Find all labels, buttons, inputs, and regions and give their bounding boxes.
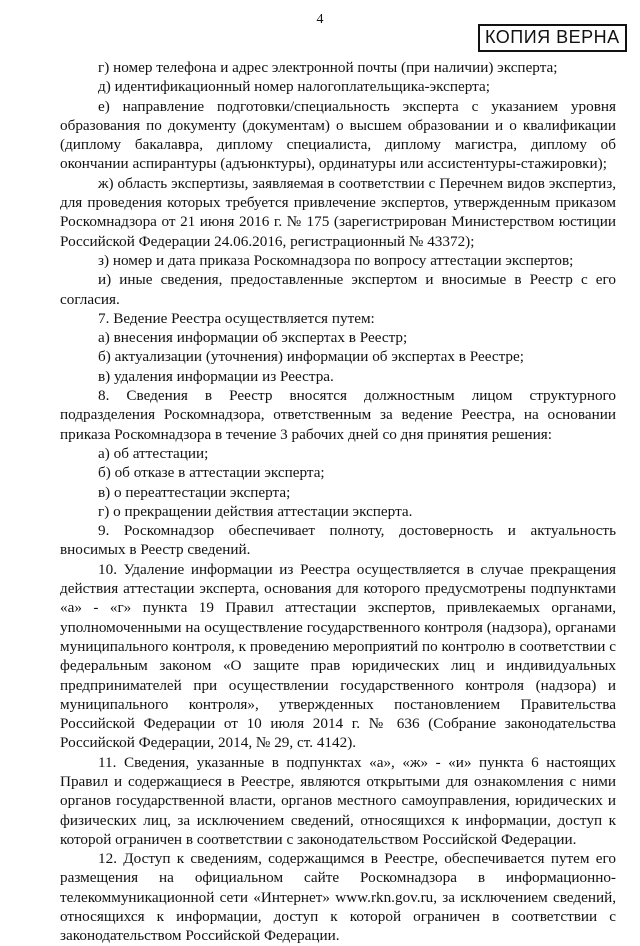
paragraph-6g: г) номер телефона и адрес электронной почты (при наличии) эксперта; — [98, 59, 558, 76]
copy-certified-stamp: КОПИЯ ВЕРНА — [478, 24, 627, 52]
paragraph-6z: з) номер и дата приказа Роскомнадзора по вопросу аттестации экспертов; — [98, 251, 574, 269]
paragraph-6d: д) идентификационный номер налогоплательщика-эксперта; — [98, 78, 490, 96]
paragraph-8: 8. Сведения в Реестр вносятся должностным лицом структурного подразделения Роскомнадзора, ответственным за ведение Реестра, на основании приказа Роскомнадзора в течение 3 рабочих дней со дня принятия решения: — [60, 387, 616, 443]
paragraph-6e: е) направление подготовки/специальность эксперта с указанием уровня образования по документу (документам) о высшем образовании и о квалификации (диплому бакалавра, диплому специалиста, диплому магистра, диплому об окончании аспирантуры (адъюнктуры), ординатуры или ассистентуры-стажировки); — [60, 97, 616, 173]
paragraph-6zh: ж) область экспертизы, заявляемая в соответствии с Перечнем видов экспертиз, для проведения которых требуется привлечение экспертов, утвержденным приказом Роскомнадзора от 21 июня 2016 г. № 175 (зарегистрирован Министерством юстиции Российской Федерации 24.06.2016, регистрационный № 43372); — [60, 174, 616, 250]
paragraph-7: 7. Ведение Реестра осуществляется путем: — [98, 309, 375, 327]
paragraph-8b: б) об отказе в аттестации эксперта; — [98, 464, 325, 482]
paragraph-9: 9. Роскомнадзор обеспечивает полноту, достоверность и актуальность вносимых в Реестр сведений. — [60, 522, 616, 559]
paragraph-10: 10. Удаление информации из Реестра осуществляется в случае прекращения действия аттестации эксперта, основания для которого предусмотрены подпунктами «а» - «г» пункта 19 Правил аттестации экспертов, привлекаемых органами, уполномоченными на осуществление государственного контроля (надзора), органами муниципального контроля, к проведению мероприятий по контролю в соответствии с федеральным законом «О защите прав юридических лиц и индивидуальных предпринимателей при осуществлении государственного контроля (надзора) и муниципального контроля», утвержденных постановлением Правительства Российской Федерации от 10 июля 2014 г. № 636 (Собрание законодательства Российской Федерации, 2014, № 29, ст. 4142). — [60, 560, 616, 752]
document-body — [60, 58, 616, 946]
paragraph-8a: а) об аттестации; — [98, 444, 209, 462]
paragraph-7b: б) актуализации (уточнения) информации об экспертах в Реестре; — [98, 348, 524, 366]
paragraph-11: 11. Сведения, указанные в подпунктах «а», «ж» - «и» пункта 6 настоящих Правил и содержащиеся в Реестре, являются открытыми для ознакомления с ними органов государственной власти, органов местного самоуправления, юридических и физических лиц, за исключением сведений, относящихся к информации, доступ к которой ограничен в соответствии с законодательством Российской Федерации. — [60, 753, 616, 848]
paragraph-7v: в) удаления информации из Реестра. — [98, 367, 334, 385]
paragraph-12: 12. Доступ к сведениям, содержащимся в Реестре, обеспечивается путем его размещения на официальном сайте Роскомнадзора в информационно-телекоммуникационной сети «Интернет» www.rkn.gov.ru, за исключением сведений, относящихся к информации, доступ к которой ограничен в соответствии с законодательством Российской Федерации. — [60, 850, 616, 945]
paragraph-8g: г) о прекращении действия аттестации эксперта. — [98, 502, 413, 520]
paragraph-7a: а) внесения информации об экспертах в Реестр; — [98, 329, 408, 347]
page-number: 4 — [316, 12, 324, 27]
paragraph-8v: в) о переаттестации эксперта; — [98, 483, 291, 501]
paragraph-6i: и) иные сведения, предоставленные экспертом и вносимые в Реестр с его согласия. — [60, 271, 616, 308]
